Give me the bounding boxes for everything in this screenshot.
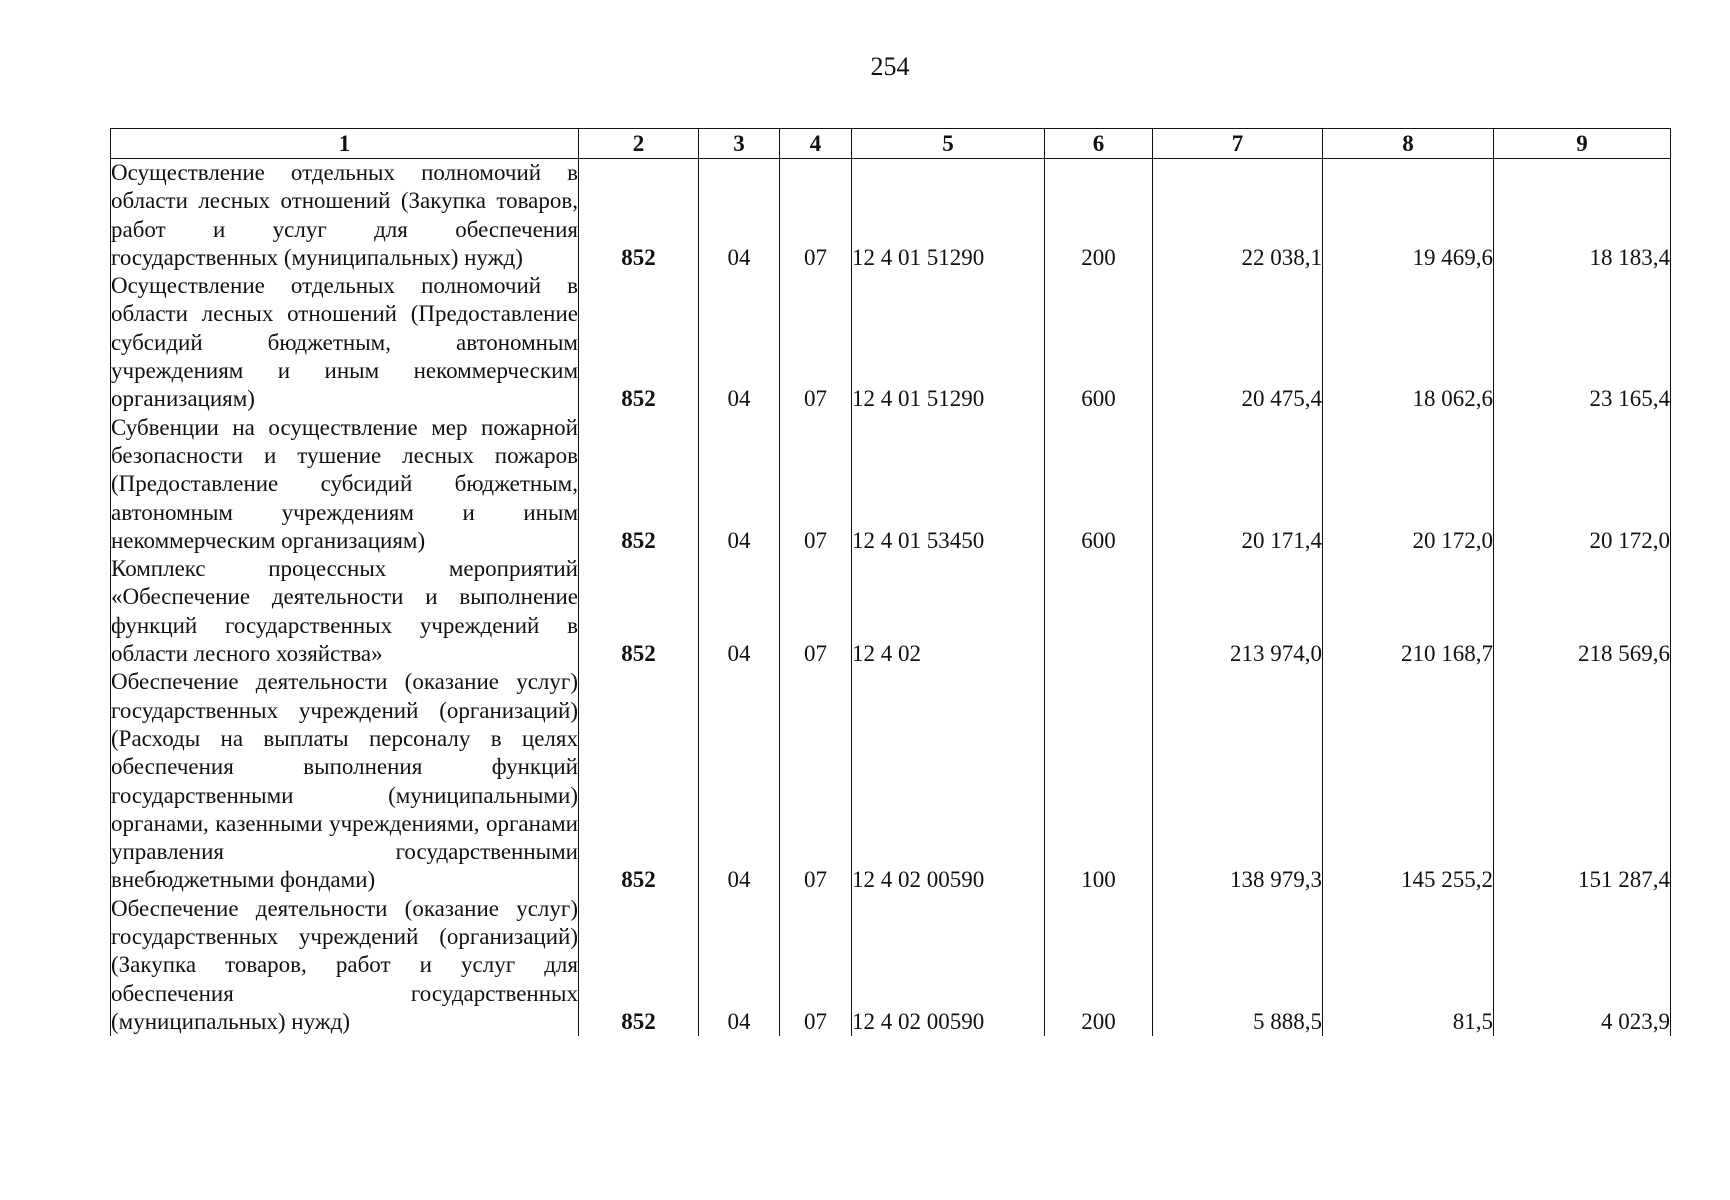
- row-amount-col7: 22 038,1: [1153, 159, 1323, 273]
- row-amount-col8: 18 062,6: [1323, 272, 1494, 413]
- row-amount-col7: 138 979,3: [1153, 668, 1323, 894]
- row-expense-type-code: 600: [1045, 272, 1153, 413]
- row-subsection-code: 07: [780, 159, 852, 273]
- row-description: Комплекс процессных мероприятий «Обеспечение деятельности и выполнение функций государственных учреждений в области лесного хозяйства»: [111, 555, 579, 668]
- row-grbs-code: 852: [579, 555, 699, 668]
- row-target-article-code: 12 4 02 00590: [852, 895, 1045, 1036]
- row-section-code: 04: [699, 555, 780, 668]
- row-description: Осуществление отдельных полномочий в области лесных отношений (Предоставление субсидий бюджетным, автономным учреждениям и иным некоммерческим организациям): [111, 272, 579, 413]
- row-subsection-code: 07: [780, 414, 852, 555]
- row-grbs-code: 852: [579, 272, 699, 413]
- row-amount-col8: 20 172,0: [1323, 414, 1494, 555]
- row-amount-col8: 81,5: [1323, 895, 1494, 1036]
- row-amount-col8: 210 168,7: [1323, 555, 1494, 668]
- row-amount-col7: 213 974,0: [1153, 555, 1323, 668]
- header-col-4: 4: [780, 129, 852, 159]
- row-grbs-code: 852: [579, 414, 699, 555]
- table-row: [111, 159, 1671, 273]
- row-target-article-code: 12 4 01 51290: [852, 272, 1045, 413]
- header-col-3: 3: [699, 129, 780, 159]
- row-target-article-code: 12 4 01 51290: [852, 159, 1045, 273]
- header-col-8: 8: [1323, 129, 1494, 159]
- row-section-code: 04: [699, 414, 780, 555]
- row-description: Обеспечение деятельности (оказание услуг) государственных учреждений (организаций) (Закупка товаров, работ и услуг для обеспечения государственных (муниципальных) нужд): [111, 895, 579, 1036]
- row-amount-col9: 18 183,4: [1494, 159, 1671, 273]
- row-expense-type-code: 200: [1045, 895, 1153, 1036]
- budget-table: [110, 128, 1671, 1036]
- row-expense-type-code: 600: [1045, 414, 1153, 555]
- table-row: [111, 272, 1671, 413]
- header-col-9: 9: [1494, 129, 1671, 159]
- row-subsection-code: 07: [780, 895, 852, 1036]
- row-target-article-code: 12 4 01 53450: [852, 414, 1045, 555]
- row-expense-type-code: 100: [1045, 668, 1153, 894]
- row-amount-col9: 20 172,0: [1494, 414, 1671, 555]
- header-col-1: 1: [111, 129, 579, 159]
- header-row: [111, 129, 1671, 159]
- page-number: 254: [870, 52, 910, 81]
- row-section-code: 04: [699, 668, 780, 894]
- row-grbs-code: 852: [579, 895, 699, 1036]
- row-subsection-code: 07: [780, 668, 852, 894]
- header-col-6: 6: [1045, 129, 1153, 159]
- table-row: [111, 668, 1671, 894]
- row-expense-type-code: 200: [1045, 159, 1153, 273]
- header-col-5: 5: [852, 129, 1045, 159]
- row-amount-col9: 218 569,6: [1494, 555, 1671, 668]
- row-amount-col9: 151 287,4: [1494, 668, 1671, 894]
- row-amount-col8: 145 255,2: [1323, 668, 1494, 894]
- row-target-article-code: 12 4 02: [852, 555, 1045, 668]
- row-subsection-code: 07: [780, 555, 852, 668]
- row-amount-col9: 4 023,9: [1494, 895, 1671, 1036]
- row-section-code: 04: [699, 159, 780, 273]
- header-col-2: 2: [579, 129, 699, 159]
- row-section-code: 04: [699, 895, 780, 1036]
- row-description: Обеспечение деятельности (оказание услуг) государственных учреждений (организаций) (Расходы на выплаты персоналу в целях обеспечения выполнения функций государственными (муниципальными) органами, казенными учреждениями, органами управления государственными внебюджетными фондами): [111, 668, 579, 894]
- row-grbs-code: 852: [579, 159, 699, 273]
- row-target-article-code: 12 4 02 00590: [852, 668, 1045, 894]
- row-amount-col7: 20 171,4: [1153, 414, 1323, 555]
- row-grbs-code: 852: [579, 668, 699, 894]
- header-col-7: 7: [1153, 129, 1323, 159]
- table-row: [111, 555, 1671, 668]
- row-expense-type-code: [1045, 555, 1153, 668]
- row-description: Осуществление отдельных полномочий в области лесных отношений (Закупка товаров, работ и услуг для обеспечения государственных (муниципальных) нужд): [111, 159, 579, 273]
- row-amount-col7: 20 475,4: [1153, 272, 1323, 413]
- row-subsection-code: 07: [780, 272, 852, 413]
- row-description: Субвенции на осуществление мер пожарной безопасности и тушение лесных пожаров (Предоставление субсидий бюджетным, автономным учреждениям и иным некоммерческим организациям): [111, 414, 579, 555]
- table-row: [111, 895, 1671, 1036]
- row-amount-col9: 23 165,4: [1494, 272, 1671, 413]
- table-row: [111, 414, 1671, 555]
- row-amount-col7: 5 888,5: [1153, 895, 1323, 1036]
- row-amount-col8: 19 469,6: [1323, 159, 1494, 273]
- row-section-code: 04: [699, 272, 780, 413]
